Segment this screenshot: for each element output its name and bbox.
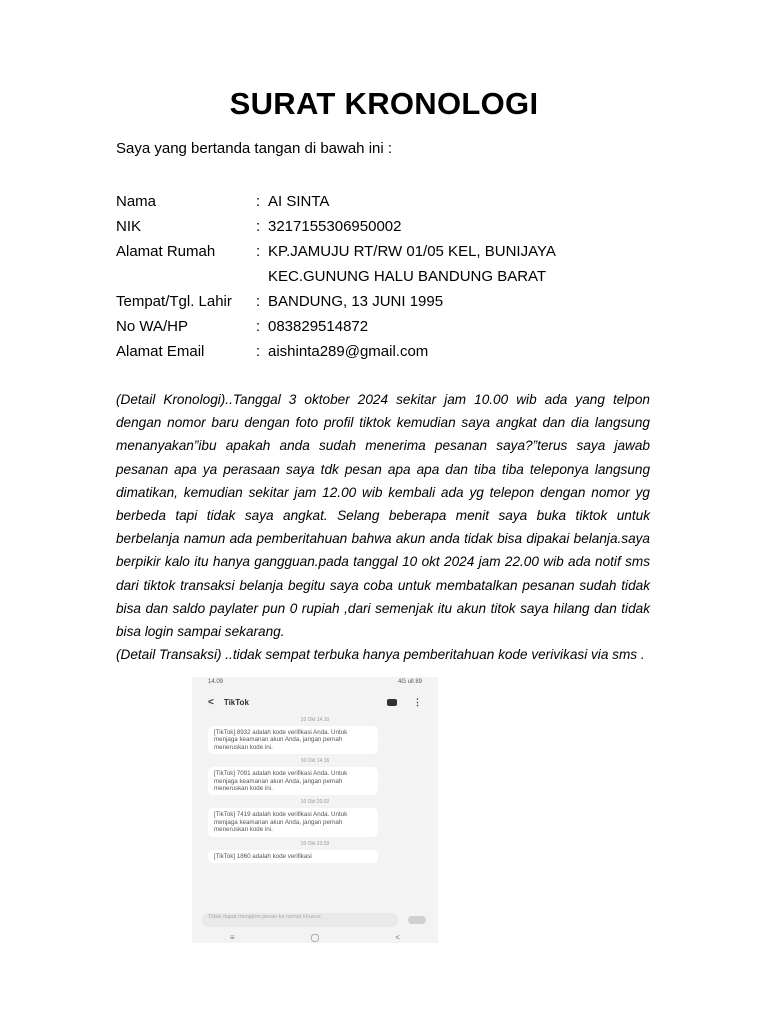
back-icon: <	[395, 932, 401, 942]
field-row-alamat-rumah	[116, 239, 656, 264]
identity-fields	[116, 189, 656, 364]
field-label	[116, 264, 256, 289]
field-row-alamat-rumah-continued	[116, 264, 656, 289]
app-bar	[192, 691, 438, 713]
field-label: No WA/HP	[116, 318, 188, 335]
message-bubble: [TikTok] 7091 adalah kode verifikasi Anda. Untuk menjaga keamanan akun Anda, jangan pernah meneruskan kode ini.	[208, 767, 378, 795]
field-row-nama	[116, 189, 656, 214]
status-indicators: 4G ull 89	[397, 679, 422, 685]
status-time: 14.09	[208, 679, 224, 685]
chronology-paragraph: (Detail Kronologi)..Tanggal 3 oktober 2024 sekitar jam 10.00 wib ada yang telpon dengan nomor baru dengan foto profil tiktok kemudian saya angkat dan dia langsung menanyakan”ibu apakah anda sudah menerima pesanan saya?”terus saya jawab pesanan apa ya perasaan saya tdk pesan apa apa dan tiba tiba teleponya langsung dimatikan, kemudian sekitar jam 12.00 wib kembali ada yg telepon dengan nomor yg berbeda tapi tidak saya angkat. Selang beberapa menit saya buka tiktok untuk berbelanja namun ada pemberitahuan bahwa akun anda tidak bisa dipakai belanja.saya berpikir kalo itu hanya gangguan.pada tanggal 10 okt 2024 jam 22.00 wib ada notif sms dari tiktok transaksi belanja begitu saya coba untuk membatalkan pesanan sudah tidak bisa dan saldo paylater pun 0 rupiah ,dari semenjak itu akun titok saya hilang dan tidak bisa login sampai sekarang.	[116, 392, 650, 640]
message-time: 10 Okt 14.10	[300, 717, 330, 723]
mail-icon	[387, 699, 397, 706]
message-bubble: [TikTok] 8932 adalah kode verifikasi Anda. Untuk menjaga keamanan akun Anda, jangan pernah meneruskan kode ini.	[208, 726, 378, 754]
field-colon: :	[256, 193, 261, 210]
chronology-body	[116, 388, 650, 666]
field-colon: :	[256, 293, 261, 310]
system-nav-bar	[192, 931, 438, 943]
field-value: KEC.GUNUNG HALU BANDUNG BARAT	[268, 268, 547, 285]
field-label: Nama	[116, 193, 157, 210]
home-icon: ◯	[310, 932, 320, 942]
field-row-tempat-tgl-lahir	[116, 289, 656, 314]
field-value: BANDUNG, 13 JUNI 1995	[268, 293, 444, 310]
message-list	[192, 713, 438, 863]
send-icon	[408, 916, 426, 924]
message-time: 10 Okt 14.16	[300, 758, 330, 765]
field-value: aishinta289@gmail.com	[268, 343, 429, 360]
field-value: 3217155306950002	[268, 218, 402, 235]
field-label: NIK	[116, 218, 142, 235]
message-composer: Tidak dapat mengirim pesan ke nomor khusus	[202, 913, 398, 927]
message-bubble: [TikTok] 7419 adalah kode verifikasi Anda. Untuk menjaga keamanan akun Anda, jangan pernah meneruskan kode ini.	[208, 808, 378, 836]
field-row-no-wa-hp	[116, 314, 656, 339]
back-arrow-icon: <	[208, 696, 214, 708]
message-time: 10 Okt 23.59	[300, 840, 330, 847]
field-colon: :	[256, 318, 261, 335]
more-options-icon: ⋮	[413, 696, 422, 707]
transaction-paragraph: (Detail Transaksi) ..tidak sempat terbuka hanya pemberitahuan kode verivikasi via sms .	[116, 647, 645, 663]
field-label: Alamat Email	[116, 343, 205, 360]
field-row-alamat-email	[116, 339, 656, 364]
status-bar	[192, 677, 438, 691]
message-time: 10 Okt 20.02	[300, 799, 330, 806]
sms-screenshot	[192, 677, 438, 943]
field-colon: :	[256, 243, 261, 260]
field-label: Tempat/Tgl. Lahir	[116, 293, 232, 310]
field-colon: :	[256, 343, 261, 360]
field-colon: :	[256, 218, 261, 235]
field-row-nik	[116, 214, 656, 239]
recent-apps-icon: ≡	[229, 932, 235, 942]
message-bubble: [TikTok] 1860 adalah kode verifikasi	[208, 850, 378, 863]
document-title: SURAT KRONOLOGI	[229, 86, 539, 121]
field-value: AI SINTA	[268, 193, 330, 210]
intro-text: Saya yang bertanda tangan di bawah ini :	[116, 140, 393, 157]
field-value: 083829514872	[268, 318, 369, 335]
field-label: Alamat Rumah	[116, 243, 216, 260]
app-name: TikTok	[223, 697, 249, 707]
field-colon-spacer	[256, 264, 268, 289]
field-value: KP.JAMUJU RT/RW 01/05 KEL, BUNIJAYA	[268, 243, 556, 260]
